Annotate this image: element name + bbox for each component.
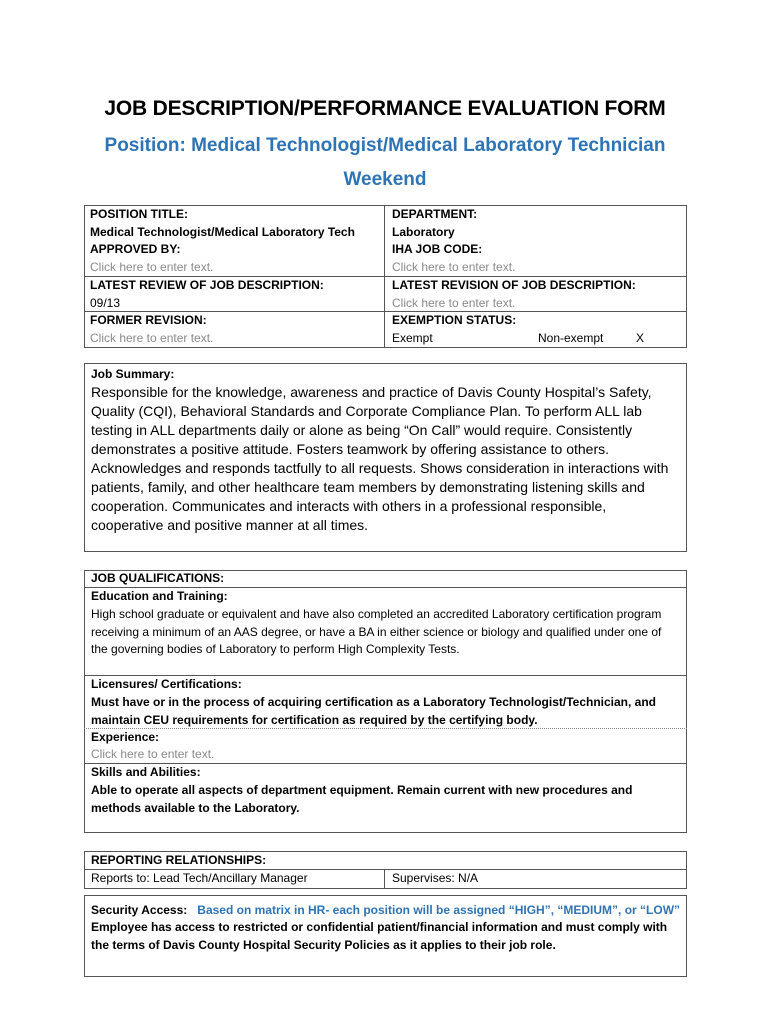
latest-revision-field[interactable]: Click here to enter text. — [392, 295, 516, 310]
licensure-label: Licensures/ Certifications: — [91, 677, 242, 691]
experience-label: Experience: — [91, 730, 160, 744]
reporting-relationships-label: REPORTING RELATIONSHIPS: — [91, 853, 267, 867]
security-access-text: Employee has access to restricted or confidential patient/financial information and must comply with the terms of Davis County Hospital Security Policies as it applies to their job role. — [91, 920, 668, 952]
non-exempt-mark: X — [636, 330, 645, 345]
security-access-label: Security Access: — [91, 903, 188, 917]
supervises: Supervises: N/A — [392, 871, 479, 885]
approved-by-label: APPROVED BY: — [90, 242, 181, 256]
iha-job-code-label: IHA JOB CODE: — [392, 242, 483, 256]
exemption-status-label: EXEMPTION STATUS: — [392, 313, 517, 327]
non-exempt-option[interactable]: Non-exempt — [538, 330, 604, 345]
exempt-option[interactable]: Exempt — [392, 330, 433, 345]
former-revision-label: FORMER REVISION: — [90, 313, 207, 327]
reports-to: Reports to: Lead Tech/Ancillary Manager — [91, 871, 308, 885]
job-summary-text: Responsible for the knowledge, awareness and practice of Davis County Hospital’s Safety, Quality (CQI), Behavioral Standards and Corporate Compliance Plan. To perform ALL lab testing in ALL departments daily or alone as being “On Call” would require. Consistently demonstrates a positive attitude. Fosters teamwork by offering assistance to others. Acknowledges and responds tactfully to all requests. Shows consideration in interactions with patients, family, and other healthcare team members by demonstrating listening skills and cooperation. Communicates and interacts with others in a professional responsible, cooperative and positive manner at all times. — [91, 384, 669, 533]
department-label: DEPARTMENT: — [392, 207, 478, 221]
reporting-column-divider — [384, 869, 385, 889]
licensure-text: Must have or in the process of acquiring certification as a Laboratory Technologist/Technician, and maintain CEU requirements for certification as required by the certifying body. — [91, 695, 656, 727]
job-qualifications-label: JOB QUALIFICATIONS: — [91, 571, 225, 585]
latest-review-label: LATEST REVIEW OF JOB DESCRIPTION: — [90, 278, 324, 292]
form-title: JOB DESCRIPTION/PERFORMANCE EVALUATION FORM — [104, 97, 666, 120]
experience-field[interactable]: Click here to enter text. — [91, 747, 215, 761]
former-revision-field[interactable]: Click here to enter text. — [90, 330, 214, 345]
skills-text: Able to operate all aspects of department equipment. Remain current with new procedures and methods available to the Laboratory. — [91, 783, 633, 815]
position-subtitle: Position: Medical Technologist/Medical Laboratory Technician Weekend — [104, 135, 666, 190]
iha-job-code-field[interactable]: Click here to enter text. — [392, 259, 516, 274]
job-summary-label: Job Summary: — [91, 367, 175, 381]
education-text: High school graduate or equivalent and have also completed an accredited Laboratory certification program receiving a minimum of an AAS degree, or have a BA in either science or biology and qualified under one of the governing bodies of Laboratory to perform High Complexity Tests. — [91, 607, 662, 656]
education-label: Education and Training: — [91, 589, 228, 603]
latest-review-value: 09/13 — [90, 295, 121, 310]
position-title-value: Medical Technologist/Medical Laboratory Tech — [90, 224, 355, 239]
latest-revision-label: LATEST REVISION OF JOB DESCRIPTION: — [392, 278, 636, 292]
position-title-label: POSITION TITLE: — [90, 207, 188, 221]
skills-label: Skills and Abilities: — [91, 765, 201, 779]
approved-by-field[interactable]: Click here to enter text. — [90, 259, 214, 274]
security-matrix-note: Based on matrix in HR- each position will be assigned “HIGH”, “MEDIUM”, or “LOW” — [197, 903, 681, 917]
department-value: Laboratory — [392, 224, 455, 239]
